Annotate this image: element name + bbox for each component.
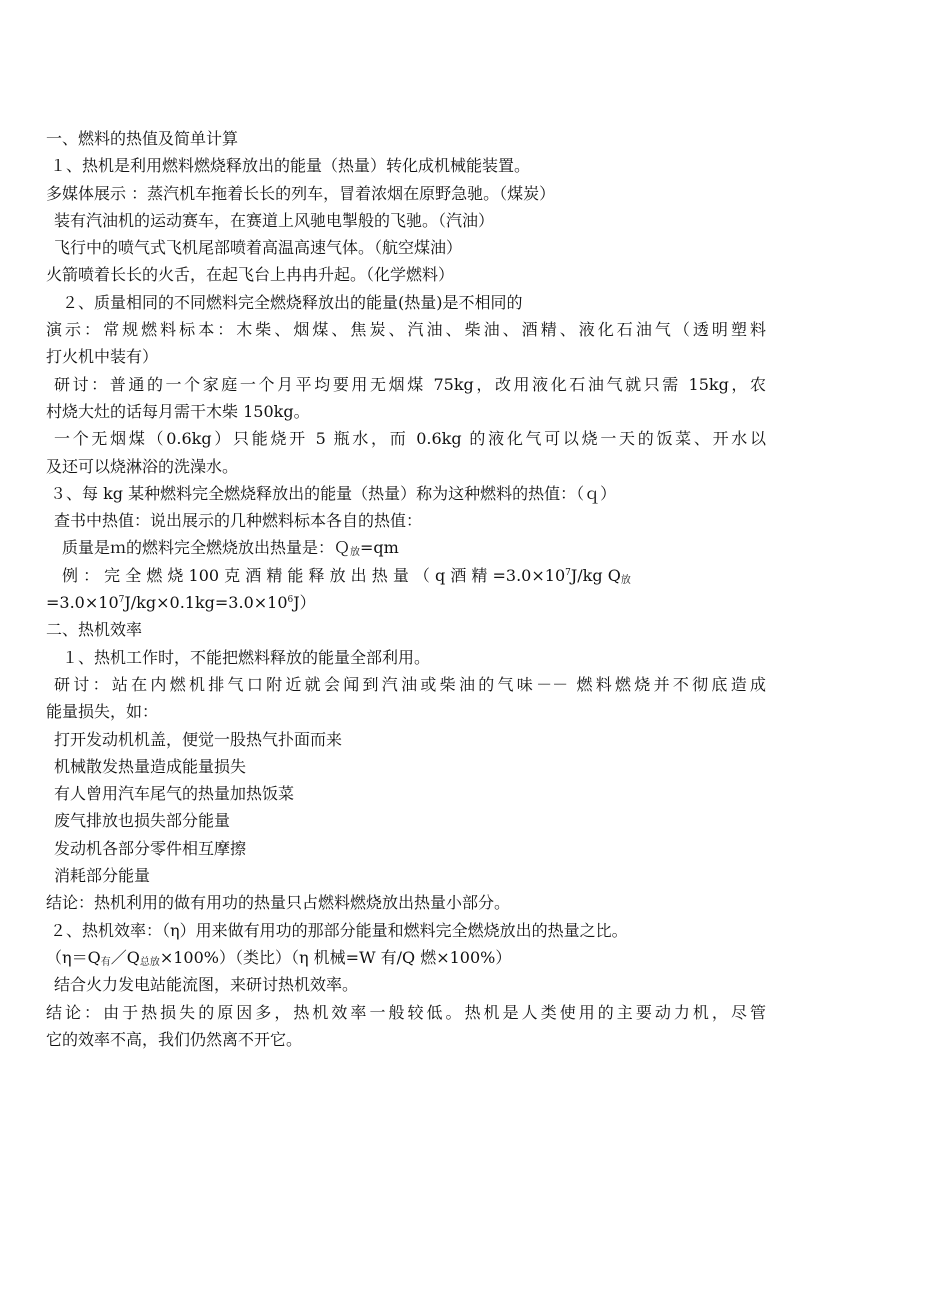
energy-loss-item: 打开发动机机盖，便觉一股热气扑面而来 — [54, 729, 343, 749]
example-line-2 — [46, 589, 766, 616]
efficiency-formula-text-c: ×100%）（类比）（η 机械=W 有/Q 燃×100%） — [159, 947, 512, 967]
section1-point3: ３、每 kg 某种燃料完全燃烧释放出的能量（热量）称为这种燃料的热值：（ｑ） — [50, 483, 617, 503]
media-showcase-line: 多媒体展示 ：蒸汽机车拖着长长的列车，冒着浓烟在原野急驰。（煤炭） — [46, 183, 556, 203]
study1-line-2: 村烧大灶的话每月需干木柴 150kg。 — [46, 401, 310, 421]
example-line2-exponent-b: 6 — [287, 595, 294, 606]
study2-line-1: 一个无烟煤（0.6kg）只能烧开 5 瓶水，而 0.6kg 的液化气可以烧一天的饭菜、开水以 — [54, 429, 766, 449]
example-line2-text-a: =3.0×10 — [46, 593, 119, 613]
example-line2-text-b: J/kg×0.1kg=3.0×10 — [124, 593, 288, 613]
heat-formula-suffix: =qm — [360, 538, 399, 558]
efficiency-formula-subscript-a: 有 — [100, 956, 111, 968]
conclusion-2-line-2: 它的效率不高，我们仍然离不开它。 — [46, 1029, 303, 1049]
section1-heading: 一、燃料的热值及简单计算 — [46, 129, 239, 148]
efficiency-formula-line — [46, 944, 766, 971]
energy-loss-item: 机械散发热量造成能量损失 — [54, 756, 247, 776]
efficiency-formula-text-a: （η＝Q — [46, 947, 101, 967]
study2-line-2: 及还可以烧淋浴的洗澡水。 — [46, 456, 239, 476]
example-line1-unit: J/kg Q — [570, 565, 621, 585]
conclusion-1: 结论：热机利用的做有用功的热量只占燃料燃烧放出热量小部分。 — [46, 893, 511, 913]
section1-point1: １、热机是利用燃料燃烧释放出的能量（热量）转化成机械能装置。 — [50, 156, 531, 176]
example-line-1 — [46, 562, 766, 589]
lookup-line: 查书中热值：说出展示的几种燃料标本各自的热值： — [54, 511, 423, 531]
section2-study-line-2: 能量损失，如： — [46, 702, 159, 722]
example-line2-text-c: J） — [293, 593, 316, 613]
demo-line-1: 演示：常规燃料标本：木柴、烟煤、焦炭、汽油、柴油、酒精、液化石油气（透明塑料 — [46, 320, 766, 340]
conclusion-2-line-1: 结论：由于热损失的原因多，热机效率一般较低。热机是人类使用的主要动力机，尽管 — [46, 1002, 766, 1022]
efficiency-formula-subscript-b: 总放 — [139, 956, 160, 968]
efficiency-formula-text-b: ／Q — [110, 947, 140, 967]
document-body — [46, 125, 766, 1053]
example-line2-exponent-a: 7 — [118, 595, 125, 606]
heat-formula-line — [46, 534, 766, 561]
study1-line-1: 研讨：普通的一个家庭一个月平均要用无烟煤 75kg，改用液化石油气就只需 15kg，农 — [54, 374, 766, 394]
energy-loss-item: 消耗部分能量 — [54, 866, 151, 886]
media-racecar-line: 装有汽油机的运动赛车，在赛道上风驰电掣般的飞驰。（汽油） — [54, 210, 495, 230]
section2-point2: ２、热机效率：（η）用来做有用功的那部分能量和燃料完全燃烧放出的热量之比。 — [50, 920, 628, 940]
section2-point1: １、热机工作时，不能把燃料释放的能量全部利用。 — [62, 647, 431, 667]
heat-formula-subscript: 放 — [350, 547, 361, 559]
heat-formula-prefix: 质量是ｍ的燃料完全燃烧放出热量是：Ｑ — [62, 538, 351, 558]
energy-loss-item: 废气排放也损失部分能量 — [54, 811, 231, 831]
combine-line: 结合火力发电站能流图，来研讨热机效率。 — [54, 975, 359, 995]
section2-heading: 二、热机效率 — [46, 620, 143, 640]
energy-loss-item: 发动机各部分零件相互摩擦 — [54, 838, 247, 858]
demo-line-2: 打火机中装有） — [46, 347, 159, 367]
example-line1-exponent: 7 — [565, 567, 571, 578]
section1-point2: ２、质量相同的不同燃料完全燃烧释放出的能量(热量)是不相同的 — [62, 292, 523, 312]
section2-study-line-1: 研讨：站在内燃机排气口附近就会闻到汽油或柴油的气味－－ 燃料燃烧并不彻底造成 — [54, 674, 766, 694]
media-rocket-line: 火箭喷着长长的火舌，在起飞台上冉冉升起。（化学燃料） — [46, 265, 455, 285]
energy-loss-item: 有人曾用汽车尾气的热量加热饭菜 — [54, 784, 295, 804]
example-line1-text: 例 ： 完 全 燃 烧 100 克 酒 精 能 释 放 出 热 量 （ q 酒 精 =3.0×10 — [62, 565, 566, 585]
example-line1-subscript: 放 — [620, 574, 631, 586]
media-jet-line: 飞行中的喷气式飞机尾部喷着高温高速气体。（航空煤油） — [54, 238, 463, 258]
